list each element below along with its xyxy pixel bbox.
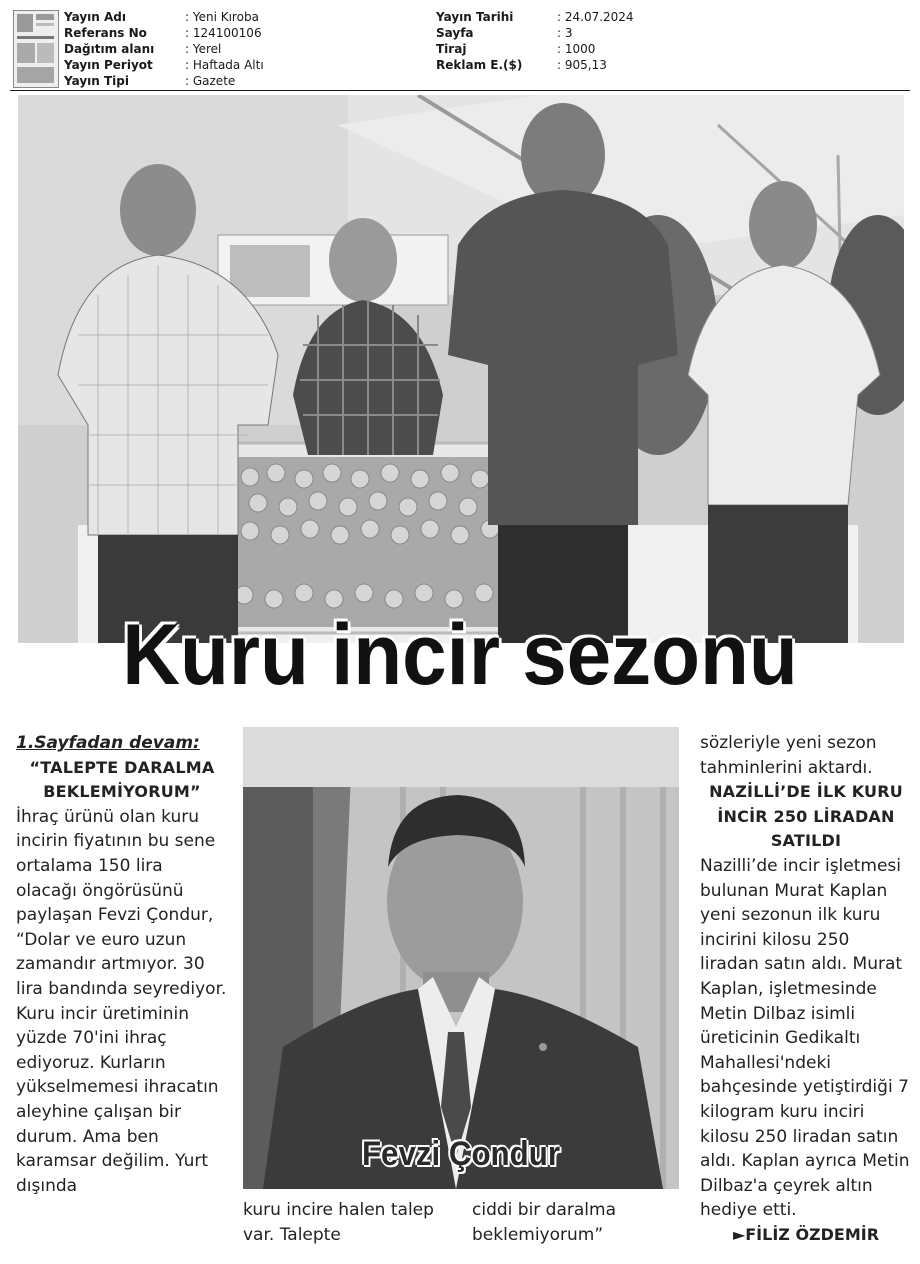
meta-row: Tiraj : 1000	[436, 41, 634, 57]
meta-row: Yayın Adı : Yeni Kıroba	[64, 9, 264, 25]
meta-row: Referans No : 124100106	[64, 25, 264, 41]
portrait-photo	[243, 727, 679, 1189]
left-body-text: İhraç ürünü olan kuru incirin fiyatının bu sene ortalama 150 lira olacağı öngörüsünü paylaşan Fevzi Çondur, “Dolar ve euro uzun zamandır artmıyor. 30 lira bandında seyrediyor. Kuru incir üretiminin yüzde 70'ini ihraç ediyoruz. Kurların yükselmemesi ihracatın aleyhine çalışan bir durum. Ama ben karamsar değilim. Yurt dışında	[16, 806, 227, 1196]
middle-text-b: ciddi bir daralma beklemiyorum”	[472, 1200, 617, 1245]
continuation-kicker: 1.Sayfadan devam:	[16, 733, 200, 753]
meta-row: Yayın Periyot : Haftada Altı	[64, 57, 264, 73]
meta-row: Yayın Tarihi : 24.07.2024	[436, 9, 634, 25]
right-intro-text: sözleriyle yeni sezon tahminlerini aktardı.	[700, 733, 877, 778]
main-photo-illustration	[18, 95, 904, 643]
header-divider	[10, 90, 910, 91]
newspaper-thumbnail	[13, 10, 59, 88]
article-headline: Kuru incir sezonu	[122, 607, 798, 703]
meta-row: Reklam E.($) : 905,13	[436, 57, 634, 73]
author-byline: ►FİLİZ ÖZDEMİR	[732, 1224, 880, 1244]
middle-text-a: kuru incire halen talep var. Talepte	[243, 1200, 434, 1245]
meta-row: Dağıtım alanı : Yerel	[64, 41, 264, 57]
section-title: NAZİLLİ’DE İLK KURU İNCİR 250 LİRADAN SATILDI	[709, 782, 903, 851]
main-photo	[18, 95, 904, 643]
right-column	[700, 731, 912, 1247]
meta-right	[436, 9, 634, 73]
meta-row: Sayfa : 3	[436, 25, 634, 41]
section-title: “TALEPTE DARALMA BEKLEMİYORUM”	[29, 757, 215, 802]
left-column	[16, 731, 228, 1198]
right-body-text: Nazilli’de incir işletmesi bulunan Murat Kaplan yeni sezonun ilk kuru incirini kilosu 250 liradan satın aldı. Murat Kaplan, işletmesinde Metin Dilbaz isimli üreticinin Gedikaltı Mahallesi'ndeki bahçesinde yetiştirdiği 7 kilogram kuru inciri kilosu 250 liradan satın aldı. Kaplan ayrıca Metin Dilbaz'a çeyrek altın hediye etti.	[700, 855, 910, 1221]
portrait-illustration	[243, 727, 679, 1189]
meta-row: Yayın Tipi : Gazete	[64, 73, 264, 89]
portrait-caption: Fevzi Çondur	[361, 1135, 561, 1173]
meta-left	[64, 9, 264, 89]
